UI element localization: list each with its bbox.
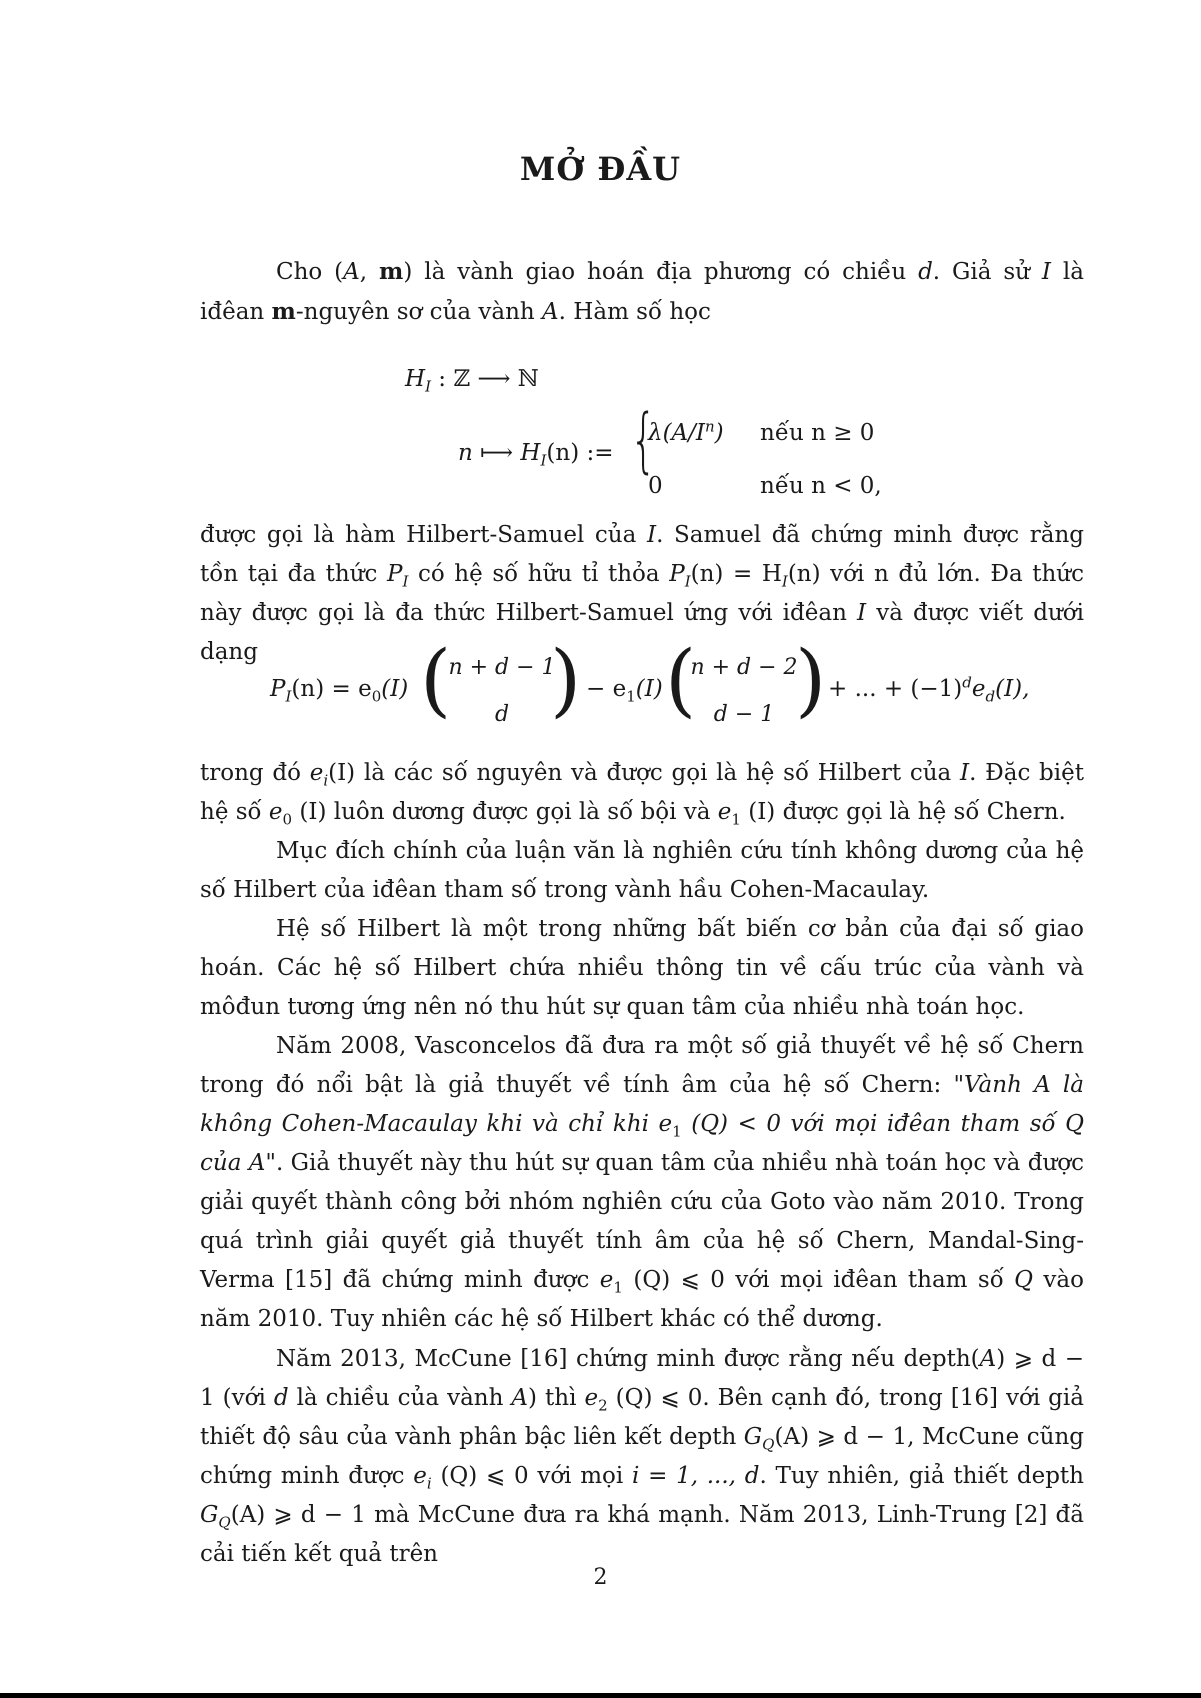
binomial-1-top: n + d − 1 (448, 655, 556, 680)
binomial-2-right-paren: ) (795, 633, 827, 726)
binomial-1-right-paren: ) (550, 633, 582, 726)
binomial-1-bottom: d (494, 702, 510, 727)
mccune-paragraph: Năm 2013, McCune [16] chứng minh được rằng nếu depth(A) ⩾ d − 1 (với d là chiều của vành A) thì $e_2$ (Q) ⩽ 0. Bên cạnh đó, trong [16] với giả thiết độ sâu của vành phân bậc liên kết depth $G_Q(A)$ ⩾ d − 1, McCune cũng chứng minh được $e_i$ (Q) ⩽ 0 với mọi i = 1, ..., d. Tuy nhiên, giả thiết depth $G_Q(A)$ ⩾ d − 1 mà McCune đưa ra khá mạnh. Năm 2013, Linh-Trung [2] đã cải tiến kết quả trên (200, 1346, 1084, 1567)
binomial-1-left-paren: ( (420, 633, 452, 726)
case-2-condition: nếu n < 0, (760, 473, 882, 499)
page-number: 2 (593, 1565, 608, 1590)
purpose-paragraph: Mục đích chính của luận văn là nghiên cứu tính không dương của hệ số Hilbert của iđêan tham số trong vành hầu Cohen-Macaulay. (200, 838, 1084, 903)
cases-brace: { (630, 399, 657, 481)
binomial-2-top: n + d − 2 (690, 655, 798, 680)
case-1-condition: nếu n ≥ 0 (760, 420, 875, 446)
polynomial-lhs: $P_I(n) = e_0(I)$ (270, 676, 409, 706)
background-paragraph: Hệ số Hilbert là một trong những bất biến cơ bản của đại số giao hoán. Các hệ số Hilbert chứa nhiều thông tin về cấu trúc của vành và môđun tương ứng nên nó thu hút sự quan tâm của nhiều nhà toán học. (200, 916, 1084, 1020)
hilbert-function-definition: n ⟼ $H_I(n)$ := (458, 440, 614, 470)
case-1-value: $\lambda(A/I^n)$ (648, 417, 724, 446)
polynomial-tail: + ... + $(-1)^de_d(I)$, (828, 673, 1030, 706)
binomial-2-left-paren: ( (665, 633, 697, 726)
bottom-rule (0, 1693, 1201, 1698)
page-title: MỞ ĐẦU (519, 150, 682, 188)
hilbert-coefficients-paragraph: trong đó $e_i(I)$ là các số nguyên và được gọi là hệ số Hilbert của I. Đặc biệt hệ số $e_0$ (I) luôn dương được gọi là số bội và $e_1$ (I) được gọi là hệ số Chern. (200, 760, 1084, 829)
hilbert-function-map: $H_I$ : ℤ ⟶ ℕ (405, 366, 539, 396)
case-2-value: 0 (648, 473, 663, 499)
polynomial-e1-term: − $e_1(I)$ (586, 676, 663, 706)
binomial-2-bottom: d − 1 (713, 702, 775, 727)
intro-paragraph: Cho (A, m) là vành giao hoán địa phương có chiều d. Giả sử I là iđêan m-nguyên sơ của vành A. Hàm số học (200, 258, 1084, 325)
vasconcelos-paragraph: Năm 2008, Vasconcelos đã đưa ra một số giả thuyết về hệ số Chern trong đó nổi bật là giả thuyết về tính âm của hệ số Chern: "Vành A là không Cohen-Macaulay khi và chỉ khi $e_1$ (Q) < 0 với mọi iđêan tham số Q của A". Giả thuyết này thu hút sự quan tâm của nhiều nhà toán học và được giải quyết thành công bởi nhóm nghiên cứu của Goto vào năm 2010. Trong quá trình giải quyết giả thuyết tính âm của hệ số Chern, Mandal-Sing-Verma [15] đã chứng minh được $e_1$ (Q) ⩽ 0 với mọi iđêan tham số Q vào năm 2010. Tuy nhiên các hệ số Hilbert khác có thể dương. (200, 1033, 1084, 1332)
hilbert-samuel-paragraph: được gọi là hàm Hilbert-Samuel của I. Samuel đã chứng minh được rằng tồn tại đa thức $P_I$ có hệ số hữu tỉ thỏa $P_I(n) = H_I(n)$ với n đủ lớn. Đa thức này được gọi là đa thức Hilbert-Samuel ứng với iđêan I và được viết dưới dạng (200, 522, 1085, 665)
